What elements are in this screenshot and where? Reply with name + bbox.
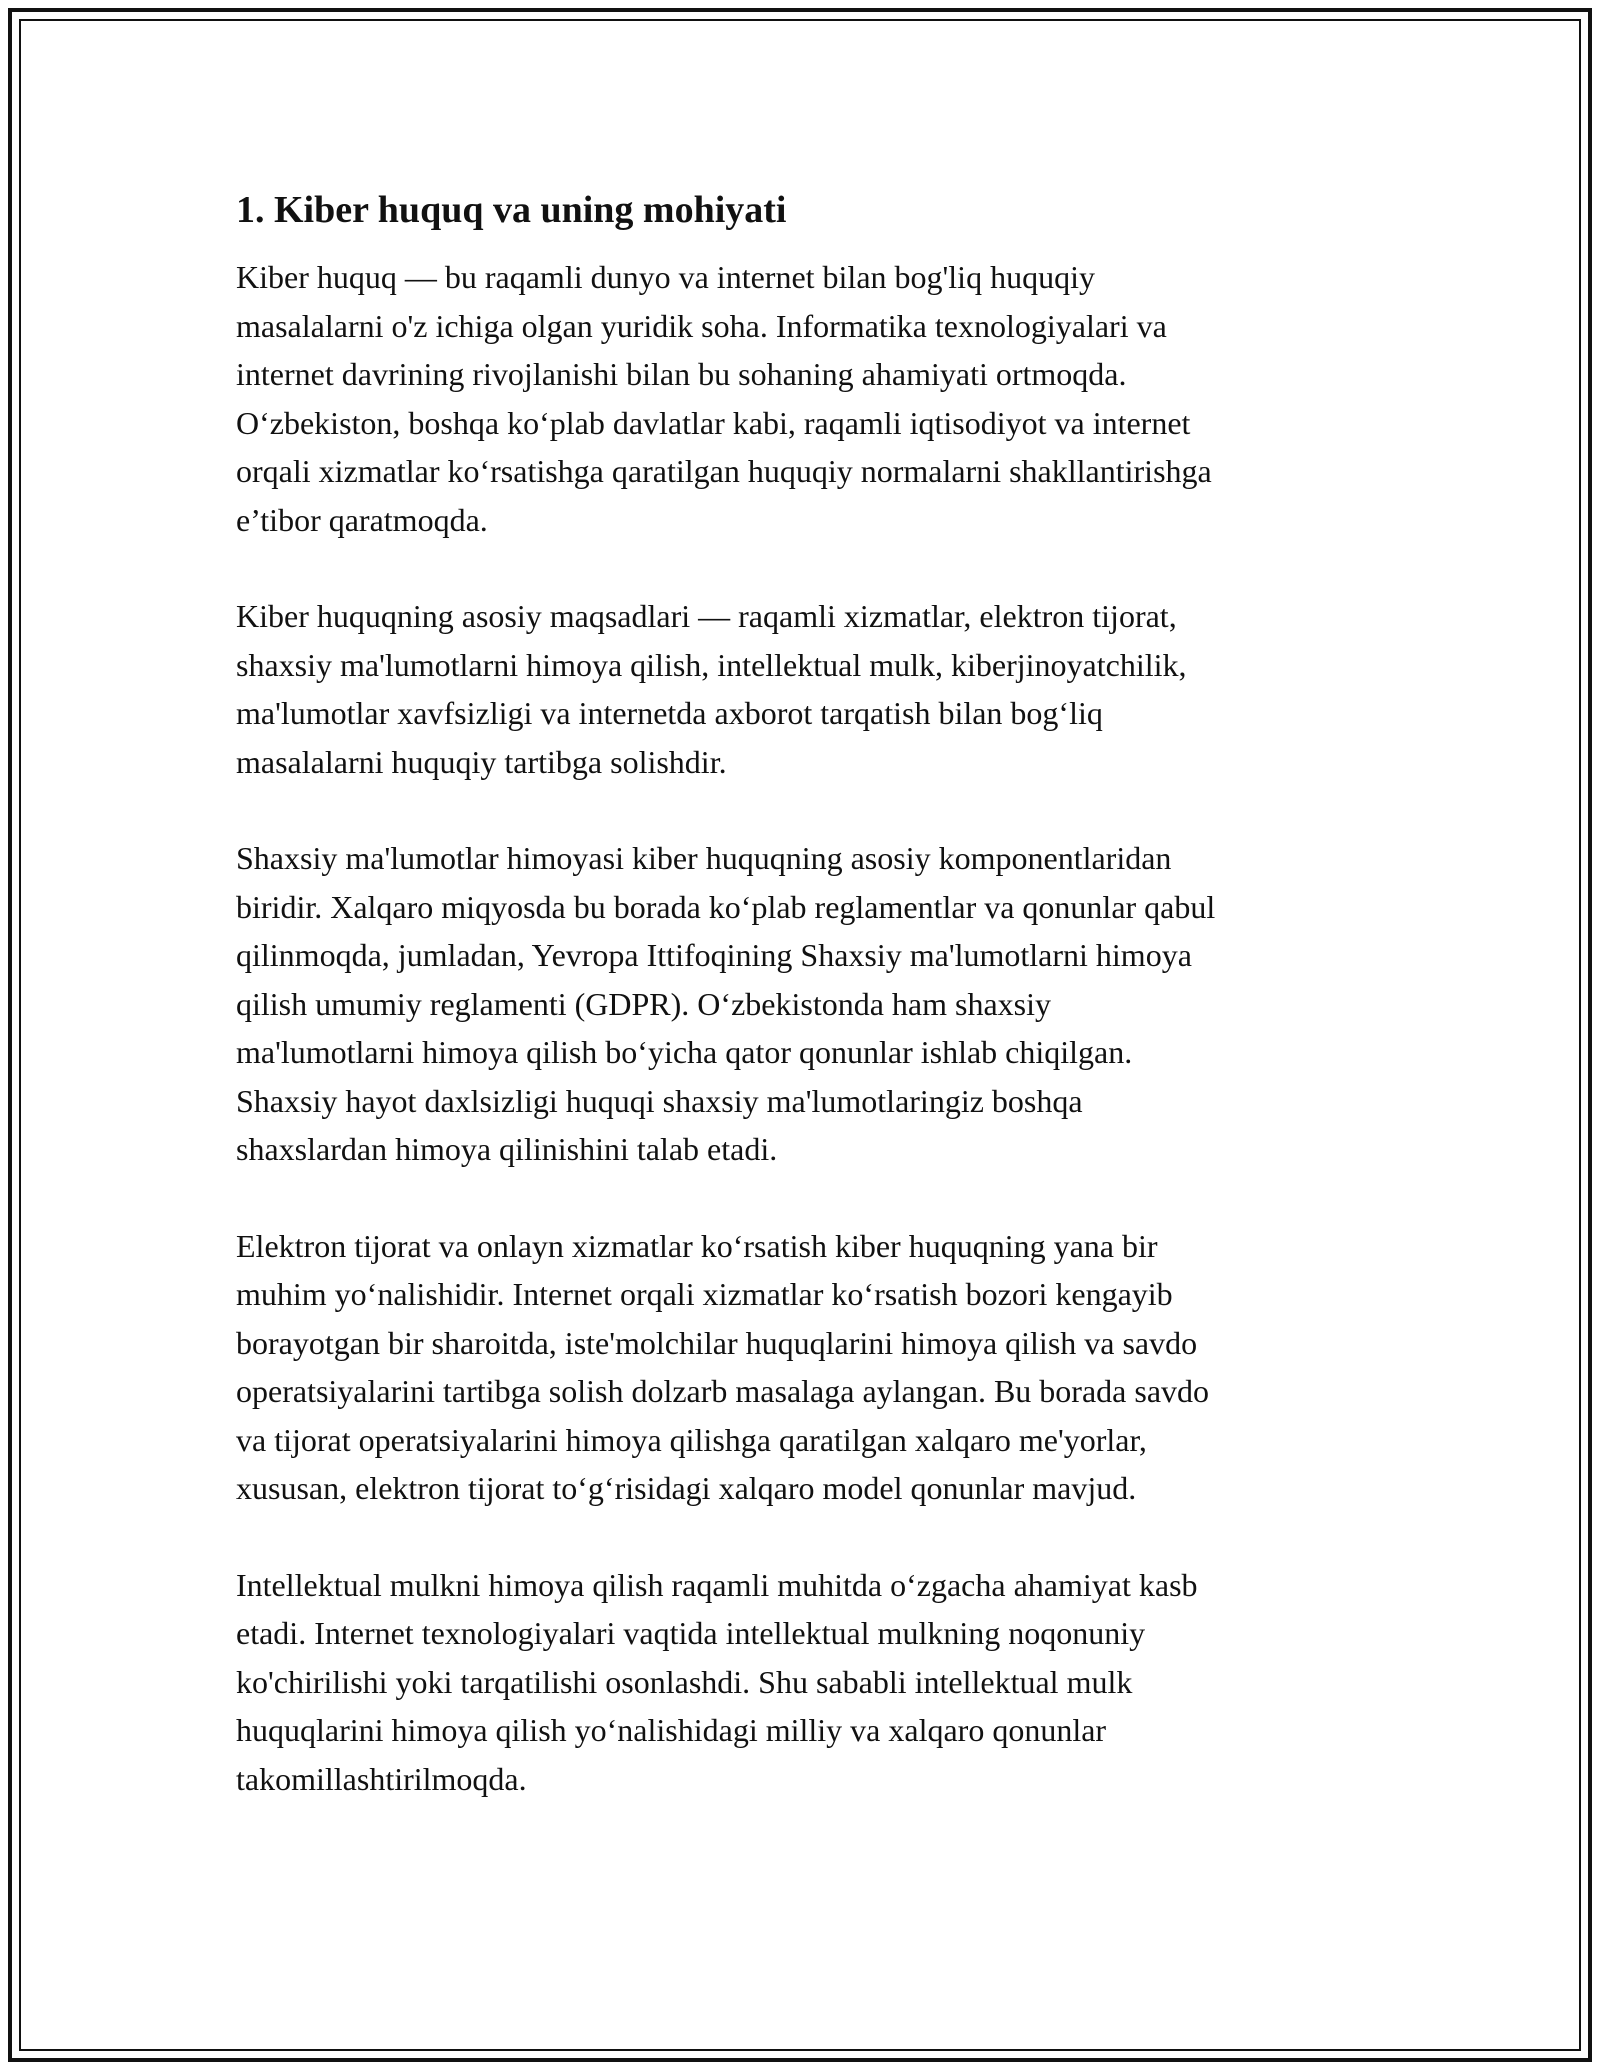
- paragraph-line: masalalarni o'z ichiga olgan yuridik soha. Informatika texnologiyalari va: [236, 307, 1167, 344]
- paragraph-line: borayotgan bir sharoitda, iste'molchilar huquqlarini himoya qilish va savdo: [236, 1324, 1198, 1361]
- paragraph-line: internet davrining rivojlanishi bilan bu sohaning ahamiyati ortmoqda.: [236, 356, 1127, 392]
- paragraph-line: shaxsiy ma'lumotlarni himoya qilish, intellektual mulk, kiberjinoyatchilik,: [236, 646, 1187, 683]
- paragraph-line: qilinmoqda, jumladan, Yevropa Ittifoqining Shaxsiy ma'lumotlarni himoya: [236, 937, 1192, 973]
- paragraph-line: etadi. Internet texnologiyalari vaqtida intellektual mulkning noqonuniy: [236, 1615, 1146, 1651]
- paragraph-line: Shaxsiy ma'lumotlar himoyasi kiber huquqning asosiy komponentlaridan: [236, 840, 1172, 876]
- paragraph-line: operatsiyalarini tartibga solish dolzarb masalaga aylangan. Bu borada savdo: [236, 1373, 1210, 1409]
- paragraph-line: muhim yo‘nalishidir. Internet orqali xizmatlar ko‘rsatish bozori kengayib: [236, 1276, 1173, 1312]
- paragraph-line: biridir. Xalqaro miqyosda bu borada ko‘plab reglamentlar va qonunlar qabul: [236, 888, 1216, 925]
- paragraph-ecommerce: [236, 1222, 1376, 1513]
- paragraph-line: Kiber huquq — bu raqamli dunyo va internet bilan bog'liq huquqiy: [236, 259, 1095, 295]
- paragraph-line: O‘zbekiston, boshqa ko‘plab davlatlar kabi, raqamli iqtisodiyot va internet: [236, 404, 1191, 441]
- paragraph-line: Elektron tijorat va onlayn xizmatlar ko‘rsatish kiber huquqning yana bir: [236, 1227, 1158, 1264]
- paragraph-line: shaxslardan himoya qilinishini talab etadi.: [236, 1131, 778, 1167]
- paragraph-intellectual-property: [236, 1561, 1376, 1804]
- paragraph-line: huquqlarini himoya qilish yo‘nalishidagi milliy va xalqaro qonunlar: [236, 1712, 1107, 1748]
- paragraph-line: Shaxsiy hayot daxlsizligi huquqi shaxsiy ma'lumotlaringiz boshqa: [236, 1082, 1083, 1119]
- paragraph-line: ko'chirilishi yoki tarqatilishi osonlashdi. Shu sababli intellektual mulk: [236, 1663, 1133, 1700]
- section-heading: 1. Kiber huquq va uning mohiyati: [236, 189, 787, 231]
- paragraph-intro: [236, 253, 1376, 544]
- document-body: [236, 186, 1376, 1851]
- paragraph-line: xususan, elektron tijorat to‘g‘risidagi xalqaro model qonunlar mavjud.: [236, 1470, 1137, 1506]
- paragraph-line: orqali xizmatlar ko‘rsatishga qaratilgan huquqiy normalarni shakllantirishga: [236, 453, 1212, 489]
- paragraph-line: takomillashtirilmoqda.: [236, 1760, 527, 1797]
- paragraph-goals: [236, 592, 1376, 786]
- paragraph-line: masalalarni huquqiy tartibga solishdir.: [236, 743, 727, 780]
- paragraph-line: va tijorat operatsiyalarini himoya qilishga qaratilgan xalqaro me'yorlar,: [236, 1421, 1147, 1458]
- paragraph-line: qilish umumiy reglamenti (GDPR). O‘zbekistonda ham shaxsiy: [236, 985, 1051, 1022]
- paragraph-line: Kiber huquqning asosiy maqsadlari — raqamli xizmatlar, elektron tijorat,: [236, 598, 1177, 634]
- paragraph-personal-data: [236, 834, 1376, 1174]
- paragraph-line: ma'lumotlarni himoya qilish bo‘yicha qator qonunlar ishlab chiqilgan.: [236, 1034, 1133, 1070]
- paragraph-line: Intellektual mulkni himoya qilish raqamli muhitda o‘zgacha ahamiyat kasb: [236, 1566, 1198, 1603]
- paragraph-line: e’tibor qaratmoqda.: [236, 501, 488, 538]
- paragraph-line: ma'lumotlar xavfsizligi va internetda axborot tarqatish bilan bog‘liq: [236, 695, 1103, 731]
